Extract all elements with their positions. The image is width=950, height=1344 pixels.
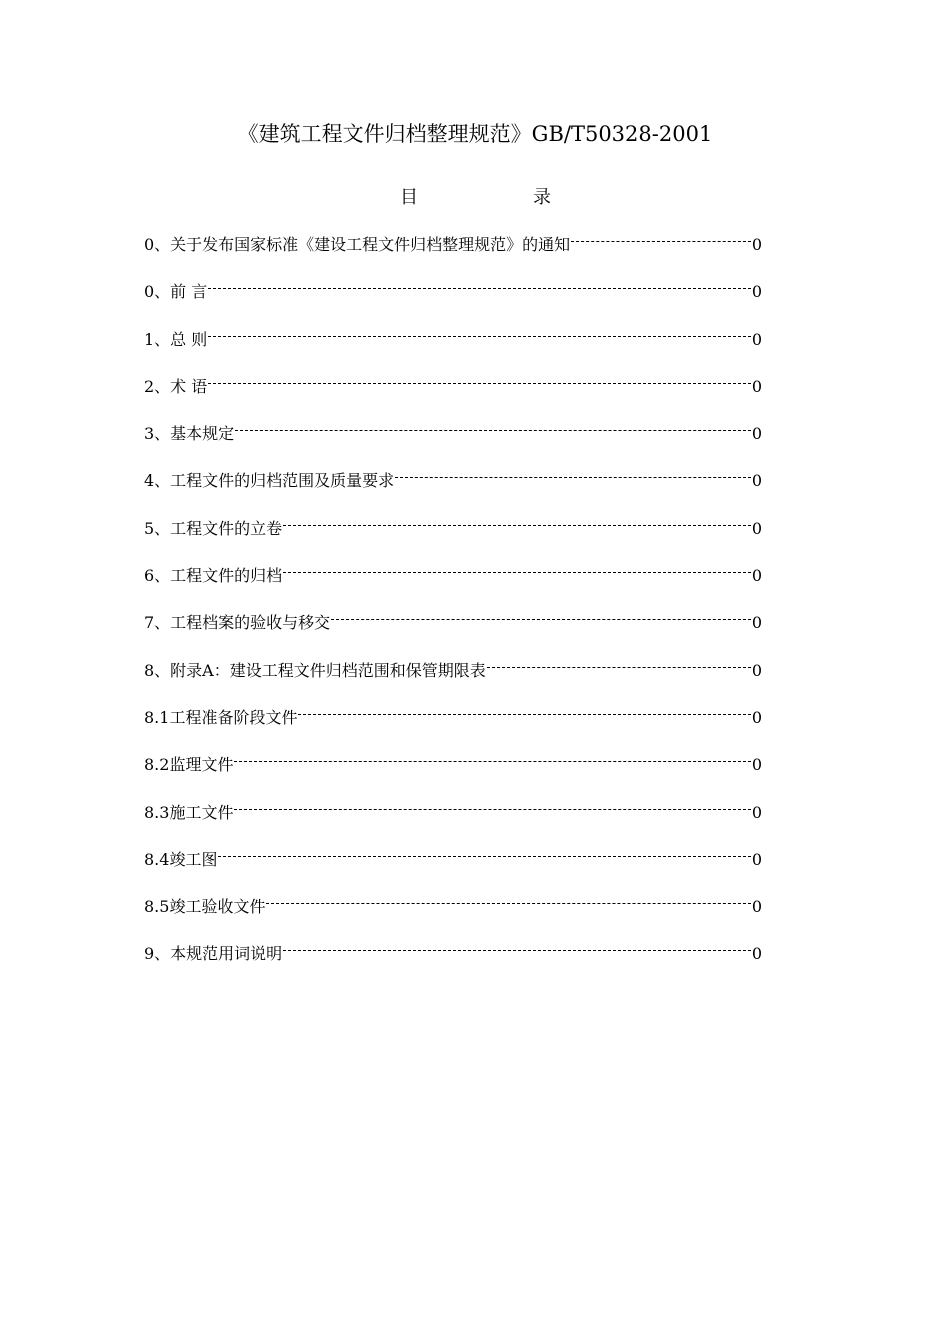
toc-entry-general[interactable] xyxy=(144,327,764,374)
toc-leader-dashes xyxy=(208,288,751,289)
toc-entry-label: 1、总 则 xyxy=(144,329,208,349)
toc-entry-page: 0 xyxy=(751,518,762,538)
toc-leader-dashes xyxy=(208,383,751,384)
toc-entry-page: 0 xyxy=(751,471,762,491)
toc-entry-terms[interactable] xyxy=(144,374,764,421)
toc-entry-page: 0 xyxy=(751,660,762,680)
toc-entry-label: 8.2监理文件 xyxy=(144,755,234,775)
toc-entry-label: 8、附录A：建设工程文件归档范围和保管期限表 xyxy=(144,660,486,680)
toc-entry-appendix-a[interactable] xyxy=(144,658,764,705)
toc-entry-page: 0 xyxy=(751,755,762,775)
toc-leader-dashes xyxy=(266,903,750,904)
toc-entry-page: 0 xyxy=(751,235,762,254)
toc-entry-8-2[interactable] xyxy=(144,752,764,799)
toc-entry-page: 0 xyxy=(751,944,762,964)
toc-entry-foreword[interactable] xyxy=(144,279,764,326)
toc-entry-label: 8.1工程准备阶段文件 xyxy=(144,707,298,727)
toc-entry-page: 0 xyxy=(751,424,762,444)
toc-entry-page: 0 xyxy=(751,566,762,586)
toc-leader-dashes xyxy=(487,667,751,668)
toc-leader-dashes xyxy=(331,619,751,620)
toc-leader-dashes xyxy=(208,336,751,337)
toc-entry-label: 5、工程文件的立卷 xyxy=(144,518,283,538)
toc-entry-label: 7、工程档案的验收与移交 xyxy=(144,613,331,633)
toc-entry-label: 8.5竣工验收文件 xyxy=(144,897,266,917)
toc-entry-8-1[interactable] xyxy=(144,705,764,752)
toc-leader-dashes xyxy=(395,477,751,478)
toc-entry-page: 0 xyxy=(751,282,762,302)
toc-leader-dashes xyxy=(283,572,751,573)
toc-entry-label: 4、工程文件的归档范围及质量要求 xyxy=(144,471,395,491)
toc-entry-label: 8.4竣工图 xyxy=(144,849,218,869)
toc-entry-page: 0 xyxy=(751,802,762,822)
toc-entry-label: 2、术 语 xyxy=(144,376,208,396)
toc-entry-archiving[interactable] xyxy=(144,563,764,610)
toc-entry-scope-quality[interactable] xyxy=(144,468,764,515)
toc-entry-page: 0 xyxy=(751,613,762,633)
toc-entry-label: 0、前 言 xyxy=(144,282,208,302)
toc-entry-wording[interactable] xyxy=(144,941,764,988)
toc-leader-dashes xyxy=(234,761,750,762)
toc-leader-dashes xyxy=(234,809,750,810)
toc-entry-label: 9、本规范用词说明 xyxy=(144,944,283,964)
toc-entry-page: 0 xyxy=(751,376,762,396)
toc-leader-dashes xyxy=(218,856,750,857)
document-title: 《建筑工程文件归档整理规范》GB/T50328-2001 xyxy=(237,122,713,146)
toc-leader-dashes xyxy=(571,241,751,242)
toc-leader-dashes xyxy=(235,430,751,431)
toc-leader-dashes xyxy=(298,714,750,715)
toc-leader-dashes xyxy=(283,950,751,951)
toc-entry-filing[interactable] xyxy=(144,516,764,563)
toc-entry-label: 3、基本规定 xyxy=(144,424,235,444)
toc-entry-8-4[interactable] xyxy=(144,847,764,894)
toc-entry-8-5[interactable] xyxy=(144,894,764,941)
toc-entry-page: 0 xyxy=(751,329,762,349)
toc-leader-dashes xyxy=(283,525,751,526)
table-of-contents xyxy=(144,232,764,989)
toc-entry-page: 0 xyxy=(751,897,762,917)
toc-entry-basic-rules[interactable] xyxy=(144,421,764,468)
toc-entry-page: 0 xyxy=(751,849,762,869)
toc-heading xyxy=(0,184,950,212)
toc-entry-acceptance-transfer[interactable] xyxy=(144,610,764,657)
toc-entry-notice[interactable] xyxy=(144,232,764,279)
toc-heading-char-2: 录 xyxy=(533,187,551,208)
toc-entry-label: 6、工程文件的归档 xyxy=(144,566,283,586)
toc-entry-label: 0、关于发布国家标准《建设工程文件归档整理规范》的通知 xyxy=(144,235,571,254)
toc-entry-8-3[interactable] xyxy=(144,800,764,847)
toc-entry-page: 0 xyxy=(751,707,762,727)
toc-heading-char-1: 目 xyxy=(400,187,418,208)
toc-entry-label: 8.3施工文件 xyxy=(144,802,234,822)
